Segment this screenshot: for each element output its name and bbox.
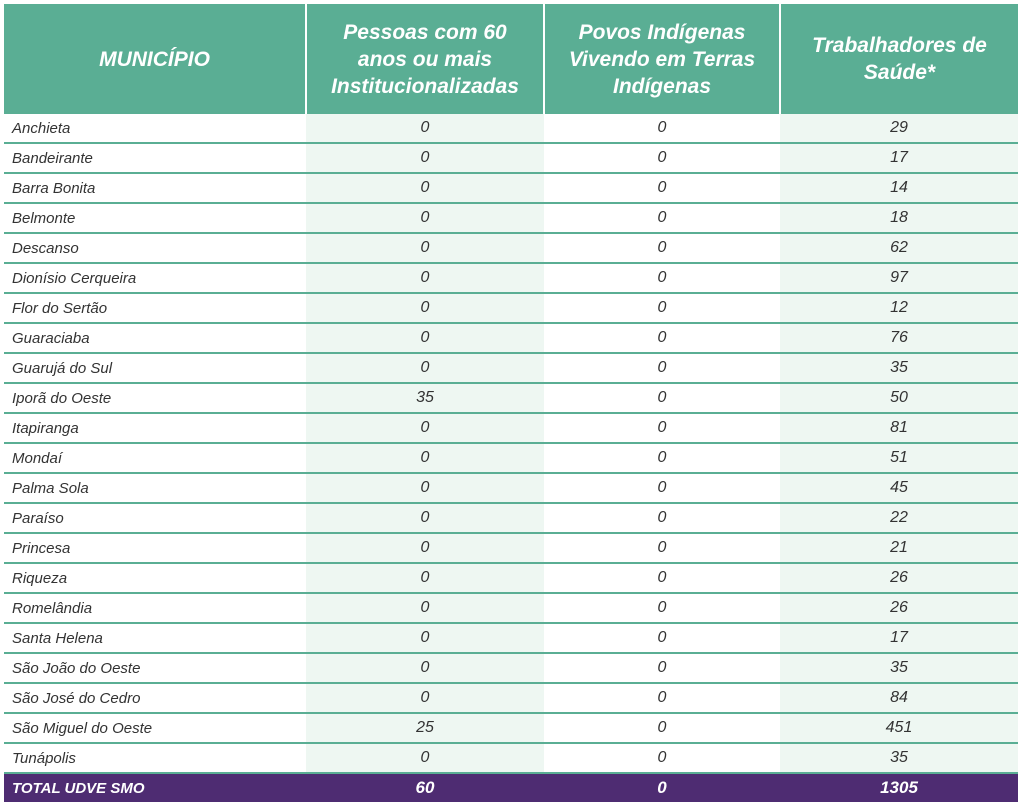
cell-trabalhadores: 76 <box>780 323 1018 353</box>
cell-pessoas: 0 <box>306 473 544 503</box>
cell-trabalhadores: 84 <box>780 683 1018 713</box>
table-row <box>4 413 1018 443</box>
cell-trabalhadores: 97 <box>780 263 1018 293</box>
cell-pessoas: 25 <box>306 713 544 743</box>
cell-trabalhadores: 35 <box>780 743 1018 773</box>
cell-povos: 0 <box>544 203 780 233</box>
cell-municipio: Iporã do Oeste <box>4 383 306 413</box>
cell-municipio: Palma Sola <box>4 473 306 503</box>
cell-municipio: São José do Cedro <box>4 683 306 713</box>
cell-trabalhadores: 17 <box>780 143 1018 173</box>
header-trabalhadores: Trabalhadores de Saúde* <box>780 4 1018 114</box>
table-row <box>4 623 1018 653</box>
cell-municipio: São Miguel do Oeste <box>4 713 306 743</box>
cell-pessoas: 0 <box>306 503 544 533</box>
cell-povos: 0 <box>544 653 780 683</box>
table-row <box>4 593 1018 623</box>
header-pessoas: Pessoas com 60 anos ou mais Institucionalizadas <box>306 4 544 114</box>
cell-povos: 0 <box>544 593 780 623</box>
cell-trabalhadores: 35 <box>780 353 1018 383</box>
header-municipio: MUNICÍPIO <box>4 4 306 114</box>
cell-povos: 0 <box>544 353 780 383</box>
cell-municipio: Mondaí <box>4 443 306 473</box>
table-row <box>4 173 1018 203</box>
cell-povos: 0 <box>544 533 780 563</box>
table-row <box>4 683 1018 713</box>
table-row <box>4 383 1018 413</box>
cell-pessoas: 0 <box>306 293 544 323</box>
cell-povos: 0 <box>544 173 780 203</box>
cell-pessoas: 0 <box>306 533 544 563</box>
table-row <box>4 323 1018 353</box>
table-row <box>4 114 1018 143</box>
cell-povos: 0 <box>544 503 780 533</box>
cell-trabalhadores: 62 <box>780 233 1018 263</box>
cell-municipio: Flor do Sertão <box>4 293 306 323</box>
table-row <box>4 233 1018 263</box>
cell-pessoas: 0 <box>306 593 544 623</box>
table-row <box>4 653 1018 683</box>
table-row <box>4 443 1018 473</box>
cell-pessoas: 0 <box>306 353 544 383</box>
table-row <box>4 293 1018 323</box>
cell-pessoas: 0 <box>306 233 544 263</box>
table-row <box>4 533 1018 563</box>
cell-povos: 0 <box>544 323 780 353</box>
cell-pessoas: 0 <box>306 443 544 473</box>
cell-pessoas: 0 <box>306 563 544 593</box>
cell-municipio: Tunápolis <box>4 743 306 773</box>
table-row <box>4 143 1018 173</box>
cell-povos: 0 <box>544 683 780 713</box>
cell-trabalhadores: 17 <box>780 623 1018 653</box>
cell-trabalhadores: 45 <box>780 473 1018 503</box>
cell-trabalhadores: 21 <box>780 533 1018 563</box>
header-row <box>4 4 1018 114</box>
table-row <box>4 503 1018 533</box>
cell-trabalhadores: 26 <box>780 593 1018 623</box>
cell-municipio: Bandeirante <box>4 143 306 173</box>
cell-povos: 0 <box>544 143 780 173</box>
table-row <box>4 563 1018 593</box>
total-row <box>4 773 1018 802</box>
cell-povos: 0 <box>544 114 780 143</box>
cell-pessoas: 0 <box>306 203 544 233</box>
cell-trabalhadores: 26 <box>780 563 1018 593</box>
cell-municipio: Itapiranga <box>4 413 306 443</box>
table-row <box>4 203 1018 233</box>
cell-trabalhadores: 81 <box>780 413 1018 443</box>
cell-pessoas: 0 <box>306 114 544 143</box>
cell-trabalhadores: 22 <box>780 503 1018 533</box>
cell-pessoas: 0 <box>306 173 544 203</box>
cell-municipio: Paraíso <box>4 503 306 533</box>
table-row <box>4 743 1018 773</box>
cell-municipio: São João do Oeste <box>4 653 306 683</box>
cell-pessoas: 0 <box>306 683 544 713</box>
cell-povos: 0 <box>544 383 780 413</box>
cell-municipio: Riqueza <box>4 563 306 593</box>
cell-pessoas: 0 <box>306 623 544 653</box>
cell-pessoas: 0 <box>306 143 544 173</box>
cell-povos: 0 <box>544 443 780 473</box>
municipal-data-table <box>4 4 1018 802</box>
cell-povos: 0 <box>544 263 780 293</box>
cell-povos: 0 <box>544 293 780 323</box>
cell-pessoas: 0 <box>306 263 544 293</box>
table-row <box>4 473 1018 503</box>
cell-municipio: Descanso <box>4 233 306 263</box>
cell-pessoas: 35 <box>306 383 544 413</box>
cell-pessoas: 0 <box>306 653 544 683</box>
cell-trabalhadores: 451 <box>780 713 1018 743</box>
cell-pessoas: 0 <box>306 323 544 353</box>
cell-trabalhadores: 18 <box>780 203 1018 233</box>
cell-municipio: Dionísio Cerqueira <box>4 263 306 293</box>
cell-municipio: Princesa <box>4 533 306 563</box>
cell-trabalhadores: 14 <box>780 173 1018 203</box>
total-trabalhadores: 1305 <box>780 773 1018 802</box>
cell-municipio: Romelândia <box>4 593 306 623</box>
cell-trabalhadores: 29 <box>780 114 1018 143</box>
total-label: TOTAL UDVE SMO <box>4 773 306 802</box>
cell-trabalhadores: 50 <box>780 383 1018 413</box>
cell-trabalhadores: 12 <box>780 293 1018 323</box>
cell-povos: 0 <box>544 623 780 653</box>
cell-pessoas: 0 <box>306 413 544 443</box>
cell-povos: 0 <box>544 473 780 503</box>
header-povos: Povos Indígenas Vivendo em Terras Indígenas <box>544 4 780 114</box>
cell-municipio: Barra Bonita <box>4 173 306 203</box>
cell-municipio: Guaraciaba <box>4 323 306 353</box>
cell-pessoas: 0 <box>306 743 544 773</box>
total-povos: 0 <box>544 773 780 802</box>
cell-povos: 0 <box>544 713 780 743</box>
cell-povos: 0 <box>544 233 780 263</box>
total-pessoas: 60 <box>306 773 544 802</box>
cell-municipio: Guarujá do Sul <box>4 353 306 383</box>
cell-municipio: Belmonte <box>4 203 306 233</box>
table-row <box>4 263 1018 293</box>
cell-trabalhadores: 51 <box>780 443 1018 473</box>
cell-povos: 0 <box>544 563 780 593</box>
table-row <box>4 353 1018 383</box>
cell-municipio: Santa Helena <box>4 623 306 653</box>
cell-trabalhadores: 35 <box>780 653 1018 683</box>
cell-municipio: Anchieta <box>4 114 306 143</box>
table-row <box>4 713 1018 743</box>
cell-povos: 0 <box>544 413 780 443</box>
cell-povos: 0 <box>544 743 780 773</box>
